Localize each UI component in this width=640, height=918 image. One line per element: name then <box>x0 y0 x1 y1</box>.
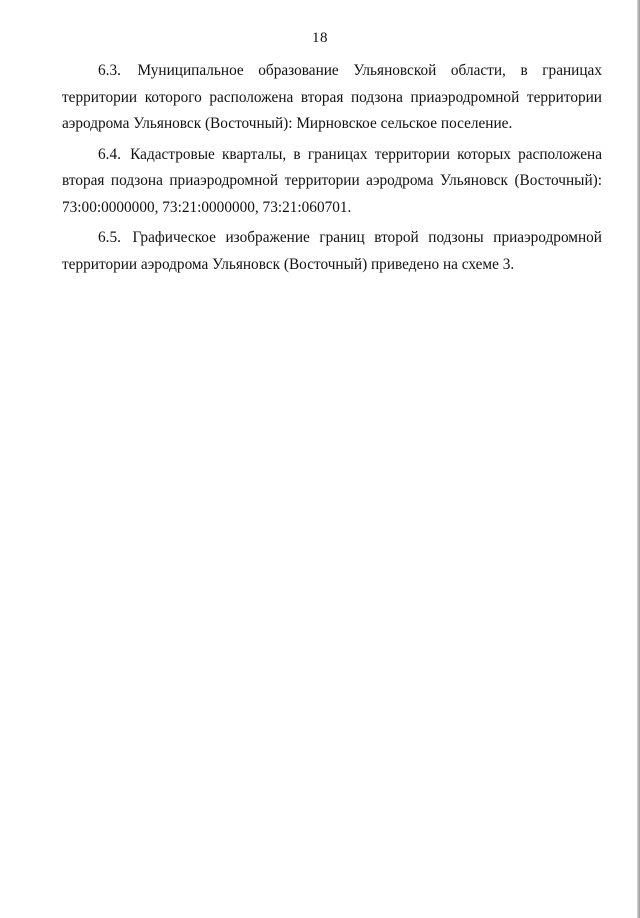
paragraph-number: 6.3. <box>98 62 121 79</box>
document-body <box>62 58 602 282</box>
paragraph-number: 6.5. <box>98 229 121 246</box>
paragraph-6-4 <box>62 142 602 222</box>
paragraph-text: Кадастровые кварталы, в границах территории которых расположена вторая подзона приаэродромной территории аэродрома Ульяновск (Восточный): 73:00:0000000, 73:21:0000000, 73:21:060701. <box>62 145 602 216</box>
paragraph-text: Муниципальное образование Ульяновской области, в границах территории которого расположена вторая подзона приаэродромной территории аэродрома Ульяновск (Восточный): Мирновское сельское поселение. <box>62 62 602 132</box>
paragraph-6-5 <box>62 225 602 278</box>
paragraph-number: 6.4. <box>98 145 121 163</box>
paragraph-6-3 <box>62 58 602 138</box>
page-number: 18 <box>312 30 328 46</box>
paragraph-text: Графическое изображение границ второй подзоны приаэродромной территории аэродрома Ульяновск (Восточный) приведено на схеме 3. <box>62 229 602 273</box>
